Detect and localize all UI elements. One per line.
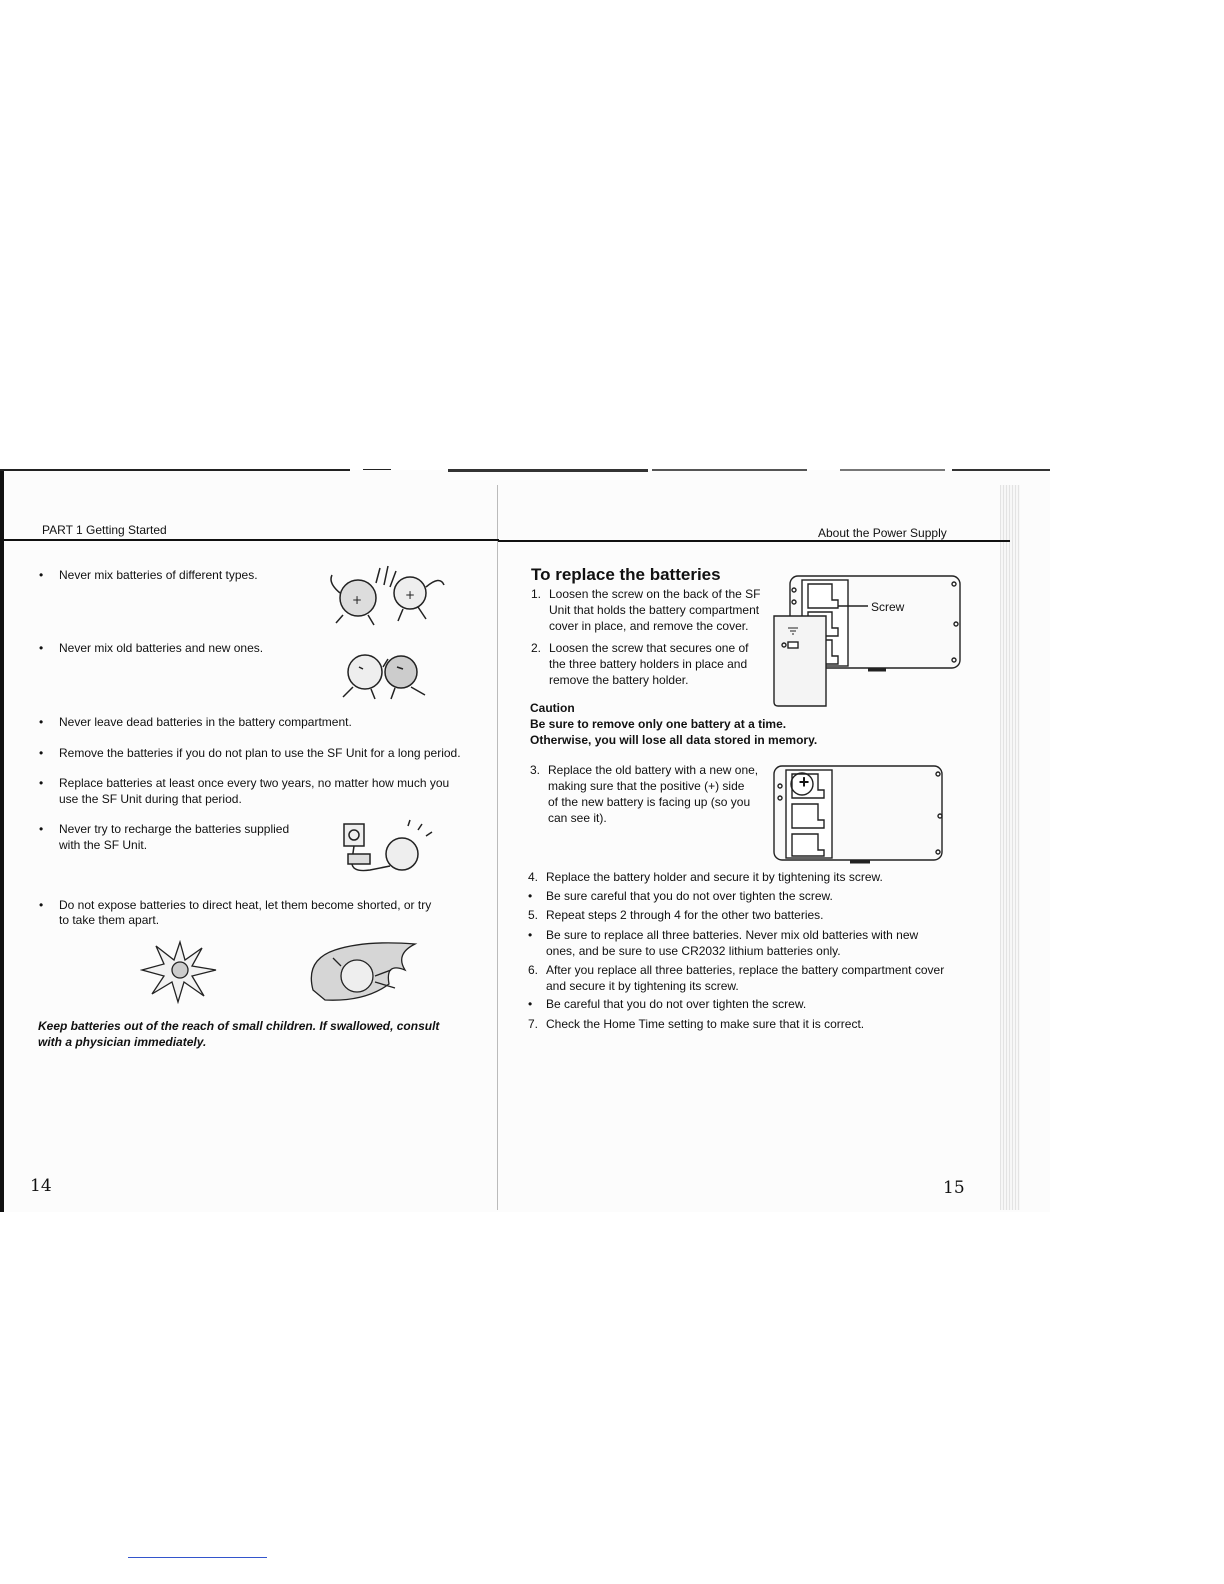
step-line: and secure it by tightening its screw. [546, 979, 739, 993]
running-head-left: PART 1 Getting Started [42, 523, 167, 537]
bullet-symbol: • [39, 776, 44, 790]
left-binding-edge [0, 470, 4, 1212]
bullet-text-continuation: to take them apart. [59, 913, 160, 927]
bullet-text: Remove the batteries if you do not plan to use the SF Unit for a long period. [59, 746, 461, 760]
warning-text-line1: Keep batteries out of the reach of small children. If swallowed, consult [38, 1019, 440, 1033]
section-heading: To replace the batteries [531, 565, 721, 584]
warning-text-line2: with a physician immediately. [38, 1035, 207, 1049]
header-rule-left [4, 539, 499, 541]
screw-label: Screw [871, 600, 905, 614]
step-bullet: • [528, 997, 533, 1011]
step-line: Check the Home Time setting to make sure that it is correct. [546, 1017, 865, 1031]
list-item [39, 775, 450, 791]
page-number-left: 14 [30, 1176, 52, 1196]
scan-mark [952, 469, 1050, 471]
step-line: Loosen the screw that secures one of [549, 641, 749, 655]
step-number: 7. [528, 1017, 539, 1031]
caution-line1: Be sure to remove only one battery at a time. [530, 717, 787, 731]
list-item [39, 897, 432, 913]
bullet-text: Never try to recharge the batteries supplied [59, 822, 290, 836]
bullet-symbol: • [39, 898, 44, 912]
step-number: 2. [531, 641, 542, 655]
link-underline [128, 1557, 267, 1558]
step-bullet: • [528, 928, 533, 942]
bullet-text: Do not expose batteries to direct heat, let them become shorted, or try [59, 898, 432, 912]
step-bullet: • [528, 889, 533, 903]
list-item [39, 745, 461, 761]
step-line: Replace the old battery with a new one, [548, 763, 759, 777]
diagram-battery-compartment [768, 572, 968, 712]
right-page-edge [1000, 485, 1020, 1210]
bullet-text-continuation: use the SF Unit during that period. [59, 792, 242, 806]
illustration-exploding-battery [140, 940, 220, 1005]
step-line: Replace the battery holder and secure it by tightening its screw. [546, 870, 883, 884]
illustration-fighting-batteries [318, 563, 453, 628]
step-line: can see it). [548, 811, 607, 825]
page-number-right: 15 [943, 1178, 965, 1198]
bullet-text: Never mix old batteries and new ones. [59, 641, 264, 655]
step-line: of the new battery is facing up (so you [548, 795, 751, 809]
scan-mark [363, 469, 391, 470]
scan-mark [840, 469, 945, 471]
caution-title: Caution [530, 701, 575, 715]
bullet-text: Never mix batteries of different types. [59, 568, 258, 582]
compartment-cover [774, 616, 826, 706]
step-number: 4. [528, 870, 539, 884]
step-line: Repeat steps 2 through 4 for the other two batteries. [546, 908, 824, 922]
bullet-symbol: • [39, 715, 44, 729]
step-number: 1. [531, 587, 542, 601]
battery-character [348, 655, 382, 689]
step-1 [531, 586, 761, 634]
step-line: ones, and be sure to use CR2032 lithium batteries only. [546, 944, 841, 958]
svg-text:+: + [405, 588, 416, 602]
bullet-symbol: • [39, 641, 44, 655]
step-line: Be sure to replace all three batteries. Never mix old batteries with new [546, 928, 919, 942]
spine-fold [497, 485, 498, 1210]
illustration-recharge-battery [330, 818, 440, 878]
step-line: remove the battery holder. [549, 673, 689, 687]
list-item [39, 567, 258, 583]
step-note [528, 927, 919, 959]
step-7 [528, 1016, 865, 1032]
step-line: Be careful that you do not over tighten the screw. [546, 997, 807, 1011]
step-number: 3. [530, 763, 541, 777]
list-item [39, 821, 290, 837]
illustration-old-new-batteries [333, 647, 438, 702]
bullet-symbol: • [39, 822, 44, 836]
plus-symbol: + [798, 772, 810, 792]
step-note [528, 888, 833, 904]
bullet-symbol: • [39, 746, 44, 760]
step-2 [531, 640, 749, 688]
svg-text:+: + [352, 593, 363, 607]
step-number: 6. [528, 963, 539, 977]
step-line: Be sure careful that you do not over tighten the screw. [546, 889, 833, 903]
bullet-text: Never leave dead batteries in the battery compartment. [59, 715, 352, 729]
bullet-text-continuation: with the SF Unit. [59, 838, 148, 852]
caution-line2: Otherwise, you will lose all data stored in memory. [530, 733, 818, 747]
wall-outlet [344, 824, 364, 846]
list-item [39, 714, 352, 730]
illustration-heated-battery [305, 940, 425, 1005]
step-3 [530, 762, 759, 826]
running-head-right: About the Power Supply [818, 526, 947, 540]
step-5 [528, 907, 824, 923]
scan-mark [0, 469, 350, 471]
step-note [528, 996, 807, 1012]
step-line: the three battery holders in place and [549, 657, 748, 671]
step-number: 5. [528, 908, 539, 922]
step-6 [528, 962, 945, 994]
list-item [39, 640, 264, 656]
step-line: making sure that the positive (+) side [548, 779, 745, 793]
scan-mark [448, 469, 648, 472]
step-line: cover in place, and remove the cover. [549, 619, 749, 633]
step-line: Loosen the screw on the back of the SF [549, 587, 761, 601]
step-line: Unit that holds the battery compartment [549, 603, 760, 617]
header-rule-right [498, 540, 1010, 542]
step-line: After you replace all three batteries, replace the battery compartment cover [546, 963, 945, 977]
step-4 [528, 869, 883, 885]
scan-mark [652, 469, 807, 471]
battery-character [386, 838, 418, 870]
bullet-text: Replace batteries at least once every two years, no matter how much you [59, 776, 450, 790]
bullet-symbol: • [39, 568, 44, 582]
battery-character [385, 656, 417, 688]
